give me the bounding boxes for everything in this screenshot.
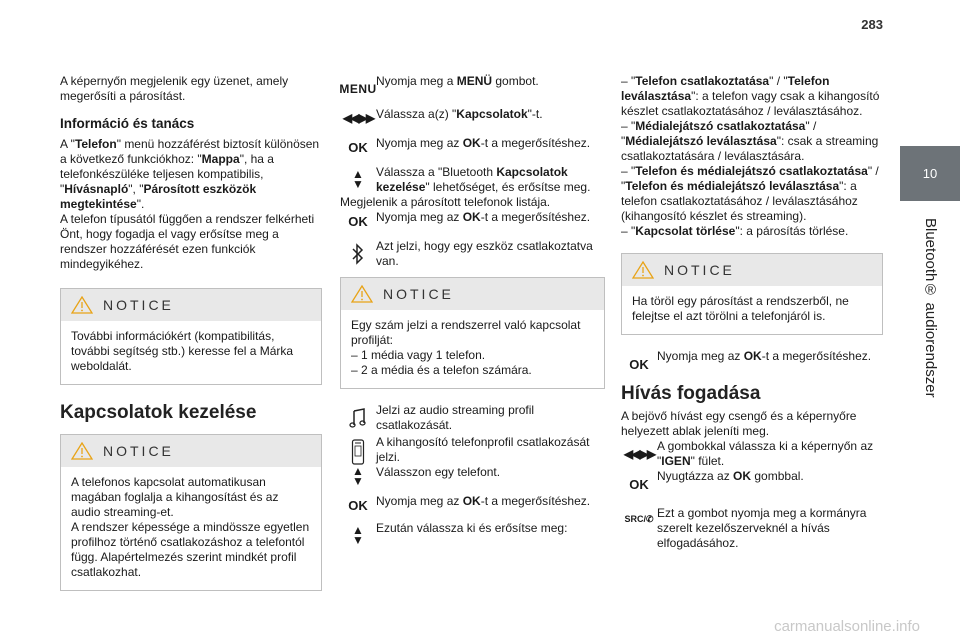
notice-title: NOTICE	[383, 285, 454, 302]
option-connect-phone: – "Telefon csatlakoztatása" / "Telefon leválasztása": a telefon vagy csak a kihangosító készlet csatlakoztatásához / leválasztásához.	[621, 74, 880, 118]
column-3	[621, 74, 883, 551]
notice-box	[340, 277, 605, 389]
notice-body	[341, 310, 604, 388]
ok-icon: OK	[629, 477, 649, 492]
step-ok: OK Nyomja meg az OK-t a megerősítéshez.	[340, 136, 605, 155]
heading-call: Hívás fogadása	[621, 383, 761, 404]
info-paragraph: A "Telefon" menü hozzáférést biztosít különösen a következő funkciókhoz: "Mappa", ha a telefonkészüléke teljesen kompatibilis, "Hívásnapló", "Párosított eszközök megtekintése".	[60, 137, 320, 211]
notice-box	[621, 253, 883, 335]
heading-manage: Kapcsolatok kezelése	[60, 402, 257, 423]
notice-box	[60, 434, 322, 591]
heading-info: Információ és tanács	[60, 116, 195, 131]
src-phone-icon: SRC /✆	[624, 514, 654, 524]
step-bluetooth: ▲ ▼ Válassza a "Bluetooth Kapcsolatok kezelése" lehetőséget, és erősítse meg.	[340, 165, 605, 195]
footer-watermark: carmanualsonline.info	[774, 618, 920, 635]
section-tab: 10	[900, 146, 960, 201]
column-2	[340, 74, 605, 553]
call-intro: A bejövő hívást egy csengő és a képernyőre helyezett ablak jeleníti meg.	[621, 409, 857, 438]
ok-icon: OK	[348, 498, 368, 513]
info-paragraph-2: A telefon típusától függően a rendszer felkérheti Önt, hogy fogadja el vagy erősítse meg a rendszer hozzáférését ezen funkciók mindegyikéhez.	[60, 212, 315, 271]
left-right-arrows-icon: ◀◀ ▶▶	[623, 447, 655, 461]
notice-line: Egy szám jelzi a rendszerrel való kapcsolat profilját:	[351, 318, 581, 347]
notice-title: NOTICE	[103, 442, 174, 459]
step-ok-3: OK Nyomja meg az OK-t a megerősítéshez.	[340, 494, 605, 513]
menu-icon: MENU	[339, 82, 377, 96]
phone-icon	[340, 435, 376, 465]
warning-icon	[71, 442, 93, 460]
step-handsfree: A kihangosító telefonprofil csatlakozását jelzi. Válasszon egy telefont.	[340, 435, 605, 480]
up-down-arrows-icon: ▲ ▼	[352, 523, 364, 547]
section-title: Bluetooth® audiorendszer	[922, 218, 939, 398]
up-down-arrows-icon: ▲ ▼	[352, 464, 364, 488]
left-right-arrows-icon: ◀◀ ▶▶	[342, 111, 374, 125]
bluetooth-icon	[340, 239, 376, 265]
step-select: ◀◀ ▶▶ Válassza a(z) "Kapcsolatok"-t.	[340, 107, 605, 126]
step-confirm-ok: OK Nyugtázza az OK gombbal.	[621, 469, 883, 492]
notice-line: A telefonos kapcsolat automatikusan magában foglalja a kihangosítást és az audio streaming-et.	[71, 475, 279, 519]
warning-icon	[632, 261, 654, 279]
option-connect-media: – "Médialejátszó csatlakoztatása" / "Médialejátszó leválasztása": csak a streaming csatlakoztatására / leválasztására.	[621, 119, 879, 163]
column-1	[60, 74, 322, 605]
notice-line: – 2 a média és a telefon számára.	[351, 363, 532, 377]
ok-icon: OK	[348, 214, 368, 229]
notice-body: Ha töröl egy párosítást a rendszerből, ne felejtse el azt törölni a telefonjáról is.	[632, 294, 849, 323]
music-note-icon	[340, 403, 376, 429]
step-then: ▲ ▼ Ezután válassza ki és erősítse meg:	[340, 521, 605, 545]
notice-title: NOTICE	[103, 296, 174, 313]
step-streaming: Jelzi az audio streaming profil csatlakozását.	[340, 403, 605, 433]
up-down-arrows-icon: ▲ ▼	[352, 167, 364, 191]
notice-line: A rendszer képessége a mindössze egyetlen profilhoz történő csatlakozáshoz a telefontól függ. Alapértelmezés szerint mindkét profil csatlakozhat.	[71, 520, 310, 579]
step-src: SRC /✆ Ezt a gombot nyomja meg a kormányra szerelt kezelőszerveknél a hívás elfogadásához.	[621, 506, 883, 551]
notice-title: NOTICE	[664, 261, 735, 278]
notice-body: További információkért (kompatibilitás, további segítség stb.) keresse fel a Márka weboldalát.	[71, 329, 294, 373]
intro-text: A képernyőn megjelenik egy üzenet, amely megerősíti a párosítást.	[60, 74, 289, 103]
ok-icon: OK	[348, 140, 368, 155]
step-yes-tab: ◀◀ ▶▶ A gombokkal válassza ki a képernyőn az "IGEN" fület.	[621, 439, 883, 469]
notice-line: – 1 média vagy 1 telefon.	[351, 348, 486, 362]
step-connected: Azt jelzi, hogy egy eszköz csatlakoztatva van.	[340, 239, 605, 269]
option-connect-both: – "Telefon és médialejátszó csatlakoztatása" / "Telefon és médialejátszó leválasztása": a telefon csatlakoztatásához / leválasztásához (kihangosító készlet és streaming).	[621, 164, 879, 223]
notice-body	[61, 467, 321, 590]
option-delete: – "Kapcsolat törlése": a párosítás törlése.	[621, 224, 849, 238]
warning-icon	[351, 285, 373, 303]
step-ok-4: OK Nyomja meg az OK-t a megerősítéshez.	[621, 349, 883, 372]
notice-box	[60, 288, 322, 385]
step-ok-2: OK Nyomja meg az OK-t a megerősítéshez.	[340, 210, 605, 229]
step-menu: MENU Nyomja meg a MENÜ gombot.	[339, 74, 539, 96]
warning-icon	[71, 296, 93, 314]
ok-icon: OK	[629, 357, 649, 372]
paired-list-text: Megjelenik a párosított telefonok listája.	[340, 195, 551, 209]
page-number: 283	[861, 17, 883, 32]
